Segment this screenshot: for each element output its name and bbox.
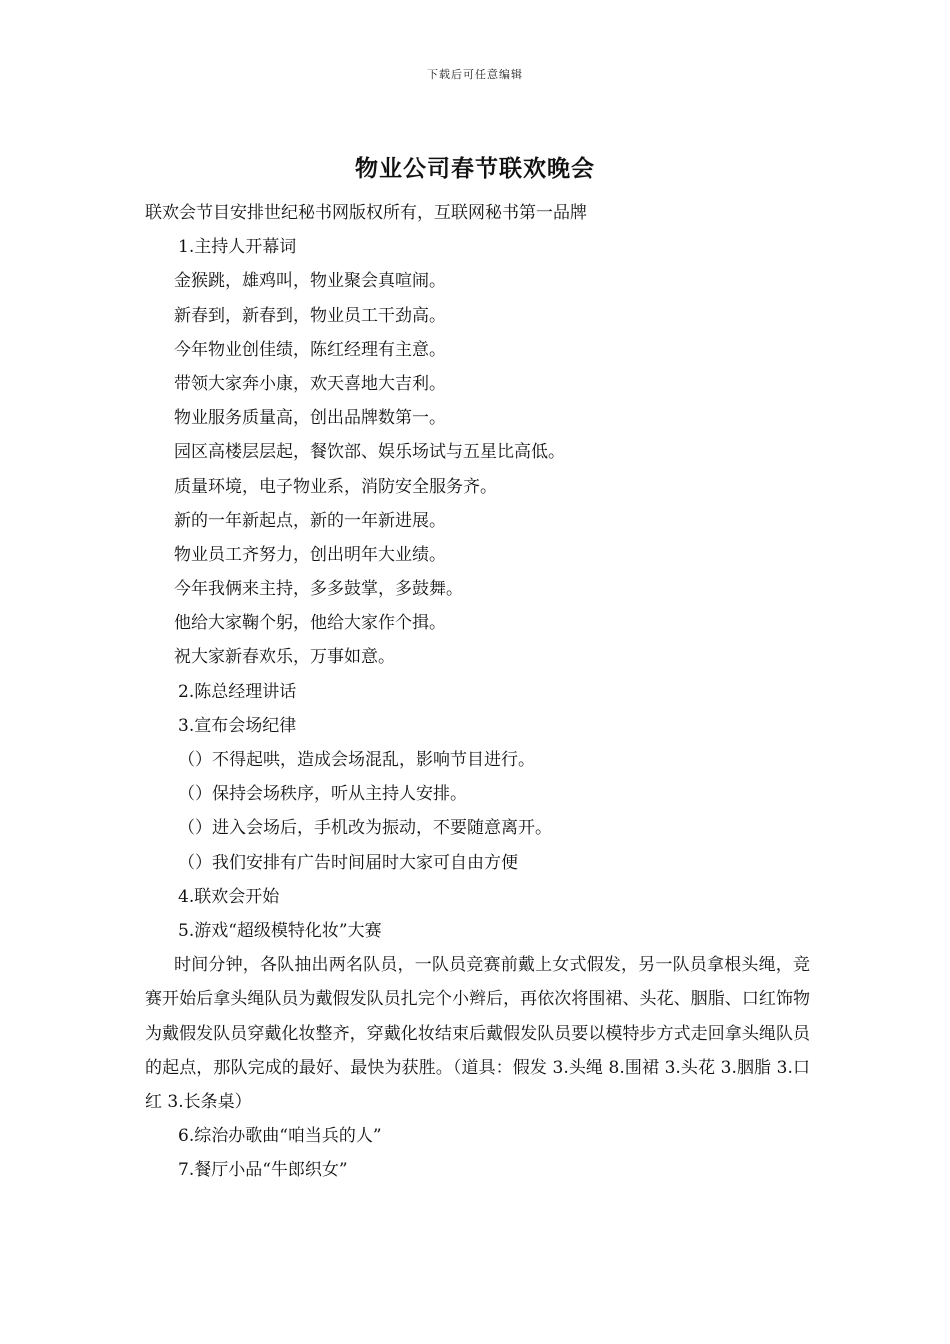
- rule-line: （）进入会场后，手机改为振动，不要随意离开。: [178, 818, 552, 839]
- document-body: [145, 196, 810, 1188]
- verse-line: 金猴跳，雄鸡叫，物业聚会真喧闹。: [174, 271, 446, 292]
- verse-line: 物业服务质量高，创出品牌数第一。: [174, 408, 446, 429]
- verse-line: 物业员工齐努力，创出明年大业绩。: [174, 544, 446, 565]
- rule-line: （）保持会场秩序，听从主持人安排。: [178, 784, 467, 805]
- rule-line: （）我们安排有广告时间届时大家可自由方便: [178, 852, 518, 873]
- program-item-6: 6.综治办歌曲“咱当兵的人”: [178, 1126, 382, 1147]
- document-title: 物业公司春节联欢晚会: [355, 155, 595, 182]
- program-item-4: 4.联欢会开始: [178, 886, 280, 907]
- verse-line: 园区高楼层层起，餐饮部、娱乐场试与五星比高低。: [174, 442, 565, 463]
- verse-line: 祝大家新春欢乐，万事如意。: [174, 647, 395, 668]
- program-item-1: 1.主持人开幕词: [178, 237, 297, 258]
- program-item-3: 3.宣布会场纪律: [178, 715, 297, 736]
- verse-line: 新的一年新起点，新的一年新进展。: [174, 510, 446, 531]
- verse-line: 带领大家奔小康，欢天喜地大吉利。: [174, 373, 446, 394]
- program-item-7: 7.餐厅小品“牛郎织女”: [178, 1160, 348, 1181]
- verse-line: 今年我俩来主持，多多鼓掌，多鼓舞。: [174, 579, 463, 600]
- verse-line: 今年物业创佳绩，陈红经理有主意。: [174, 339, 446, 360]
- verse-line: 质量环境，电子物业系，消防安全服务齐。: [174, 476, 497, 497]
- intro-line: 联欢会节目安排世纪秘书网版权所有，互联网秘书第一品牌: [145, 203, 587, 223]
- program-item-5: 5.游戏“超级模特化妆”大赛: [178, 920, 382, 941]
- verse-line: 他给大家鞠个躬，他给大家作个揖。: [174, 613, 446, 634]
- verse-line: 新春到，新春到，物业员工干劲高。: [174, 305, 446, 326]
- game-rules-paragraph: 时间分钟，各队抽出两名队员，一队员竞赛前戴上女式假发，另一队员拿根头绳，竞赛开始后拿头绳队员为戴假发队员扎完个小辫后，再依次将围裙、头花、胭脂、口红饰物为戴假发队员穿戴化妆整齐，穿戴化妆结束后戴假发队员要以模特步方式走回拿头绳队员的起点，那队完成的最好、最快为获胜。（道具：假发 3.头绳 8.围裙 3.头花 3.胭脂 3.口红 3.长条桌）: [145, 955, 810, 1112]
- rule-line: （）不得起哄，造成会场混乱，影响节目进行。: [178, 750, 535, 770]
- program-item-2: 2.陈总经理讲话: [178, 681, 297, 702]
- header-note: 下载后可任意编辑: [427, 68, 523, 81]
